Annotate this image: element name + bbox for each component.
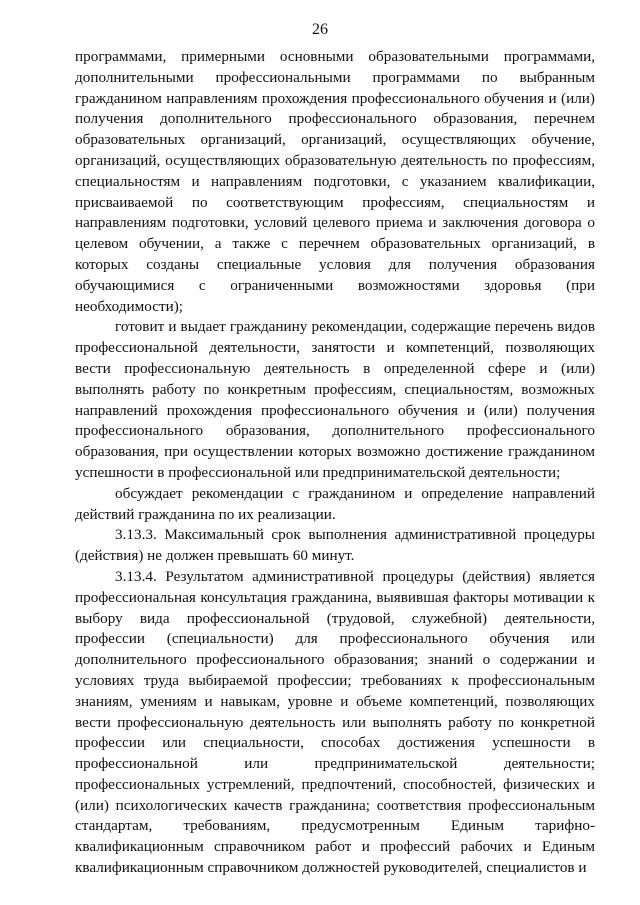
paragraph: готовит и выдает гражданину рекомендации, содержащие перечень видов профессиональной деятельности, занятости и компетенций, позволяющих вести профессиональную деятельность в определенной сфере и (или) выполнять работу по конкретным профессиям, специальностям, возможных направлений прохождения профессионального обучения и (или) получения профессионального образования, дополнительного профессионального образования, при осуществлении которых возможно достижение гражданином успешности в профессиональной или предпринимательской деятельности; [75,318,595,481]
page-number: 26 [312,21,328,38]
paragraph: 3.13.4. Результатом административной процедуры (действия) является профессиональная консультация гражданина, выявившая факторы мотивации к выбору вида профессиональной (трудовой, служебной) деятельности, профессии (специальности) для профессионального обучения или дополнительного профессионального образования; знаний о содержании и условиях труда выбираемой профессии; требованиях к профессиональным знаниям, умениям и навыкам, уровне и объеме компетенций, позволяющих вести профессиональную деятельность или выполнять работу по конкретной профессии или специальности, способах достижения успешности в профессиональной или предпринимательской деятельности; профессиональных устремлений, предпочтений, способностей, физических и (или) психологических качеств гражданина; соответствия профессиональным стандартам, требованиям, предусмотренным Единым тарифно-квалификационным справочником работ и профессий рабочих и Единым квалификационным справочником должностей руководителей, специалистов и [75,567,595,877]
body-text [75,47,595,879]
paragraph: 3.13.3. Максимальный срок выполнения административной процедуры (действия) не должен превышать 60 минут. [75,526,595,565]
paragraph: программами, примерными основными образовательными программами, дополнительными профессиональными программами по выбранным гражданином направлениям прохождения профессионального обучения и (или) получения дополнительного профессионального образования, перечнем образовательных организаций, организаций, осуществляющих обучение, организаций, осуществляющих образовательную деятельность по профессиям, специальностям и направлениям подготовки, с указанием квалификации, присваиваемой по соответствующим профессиям, специальностям и направлениям подготовки, условий целевого приема и заключения договора о целевом обучении, а также с перечнем образовательных организаций, в которых созданы специальные условия для получения образования обучающимися с ограниченными возможностями здоровья (при необходимости); [75,48,595,315]
paragraph: обсуждает рекомендации с гражданином и определение направлений действий гражданина по их реализации. [75,484,595,523]
